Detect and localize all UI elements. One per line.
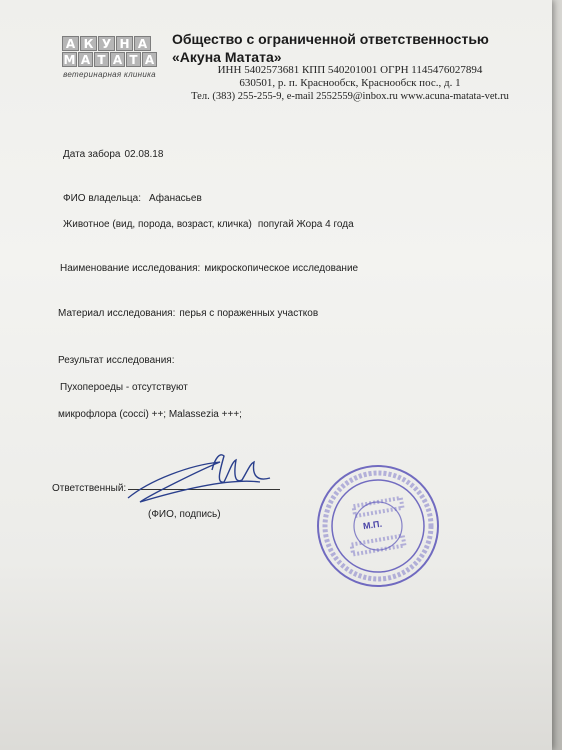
signature-caption: (ФИО, подпись) [148,509,221,520]
animal-label: Животное (вид, порода, возраст, кличка) [63,219,252,230]
logo-letter: А [142,52,157,67]
organization-ids: ИНН 5402573681 КПП 540201001 ОГРН 1145476027894 [217,64,483,76]
stamp-mp-text: М.П. [362,518,383,532]
logo-subtitle: ветеринарная клиника [63,70,156,79]
logo-letter: Т [126,52,141,67]
organization-address: 630501, р. п. Краснообск, Краснообск пос., д. 1 [239,77,461,89]
owner-label: ФИО владельца: [63,193,142,204]
clinic-logo [58,30,158,82]
study-name-label: Наименование исследования: [60,263,201,274]
logo-letter: А [62,36,79,51]
date-value: 02.08.18 [124,149,164,160]
logo-letter: К [80,36,97,51]
material-value: перья с пораженных участков [179,308,319,319]
study-name-value: микроскопическое исследование [204,263,359,274]
organization-contacts: Тел. (383) 255-255-9, e-mail 2552559@inbox.ru www.acuna-matata-vet.ru [191,91,509,102]
material-row [58,307,318,320]
animal-value: попугай Жора 4 года [257,219,354,230]
logo-row-2 [62,52,157,67]
material-label: Материал исследования: [58,308,176,319]
animal-row [63,218,354,231]
result-line-2: микрофлора (cocci) ++; Malassezia +++; [58,409,242,420]
logo-letter: А [134,36,151,51]
logo-row-1 [62,36,151,51]
study-name-row [60,262,358,275]
owner-value: Афанасьев [149,193,202,204]
sample-date [63,148,163,161]
logo-letter: У [98,36,115,51]
result-label: Результат исследования: [58,355,175,366]
logo-letter: М [63,53,76,67]
owner-row [63,192,202,205]
logo-letter: А [110,52,125,67]
date-label: Дата забора [63,149,121,160]
logo-letter: Н [116,36,133,51]
handwritten-signature [120,440,290,520]
responsible-label: Ответственный: [52,483,127,494]
organization-title: Общество с ограниченной ответственностью «Акуна Матата» [172,31,489,65]
logo-letter: А [78,52,93,67]
logo-letter: Т [94,52,109,67]
result-line-1: Пухопероеды - отсутствуют [60,382,188,393]
